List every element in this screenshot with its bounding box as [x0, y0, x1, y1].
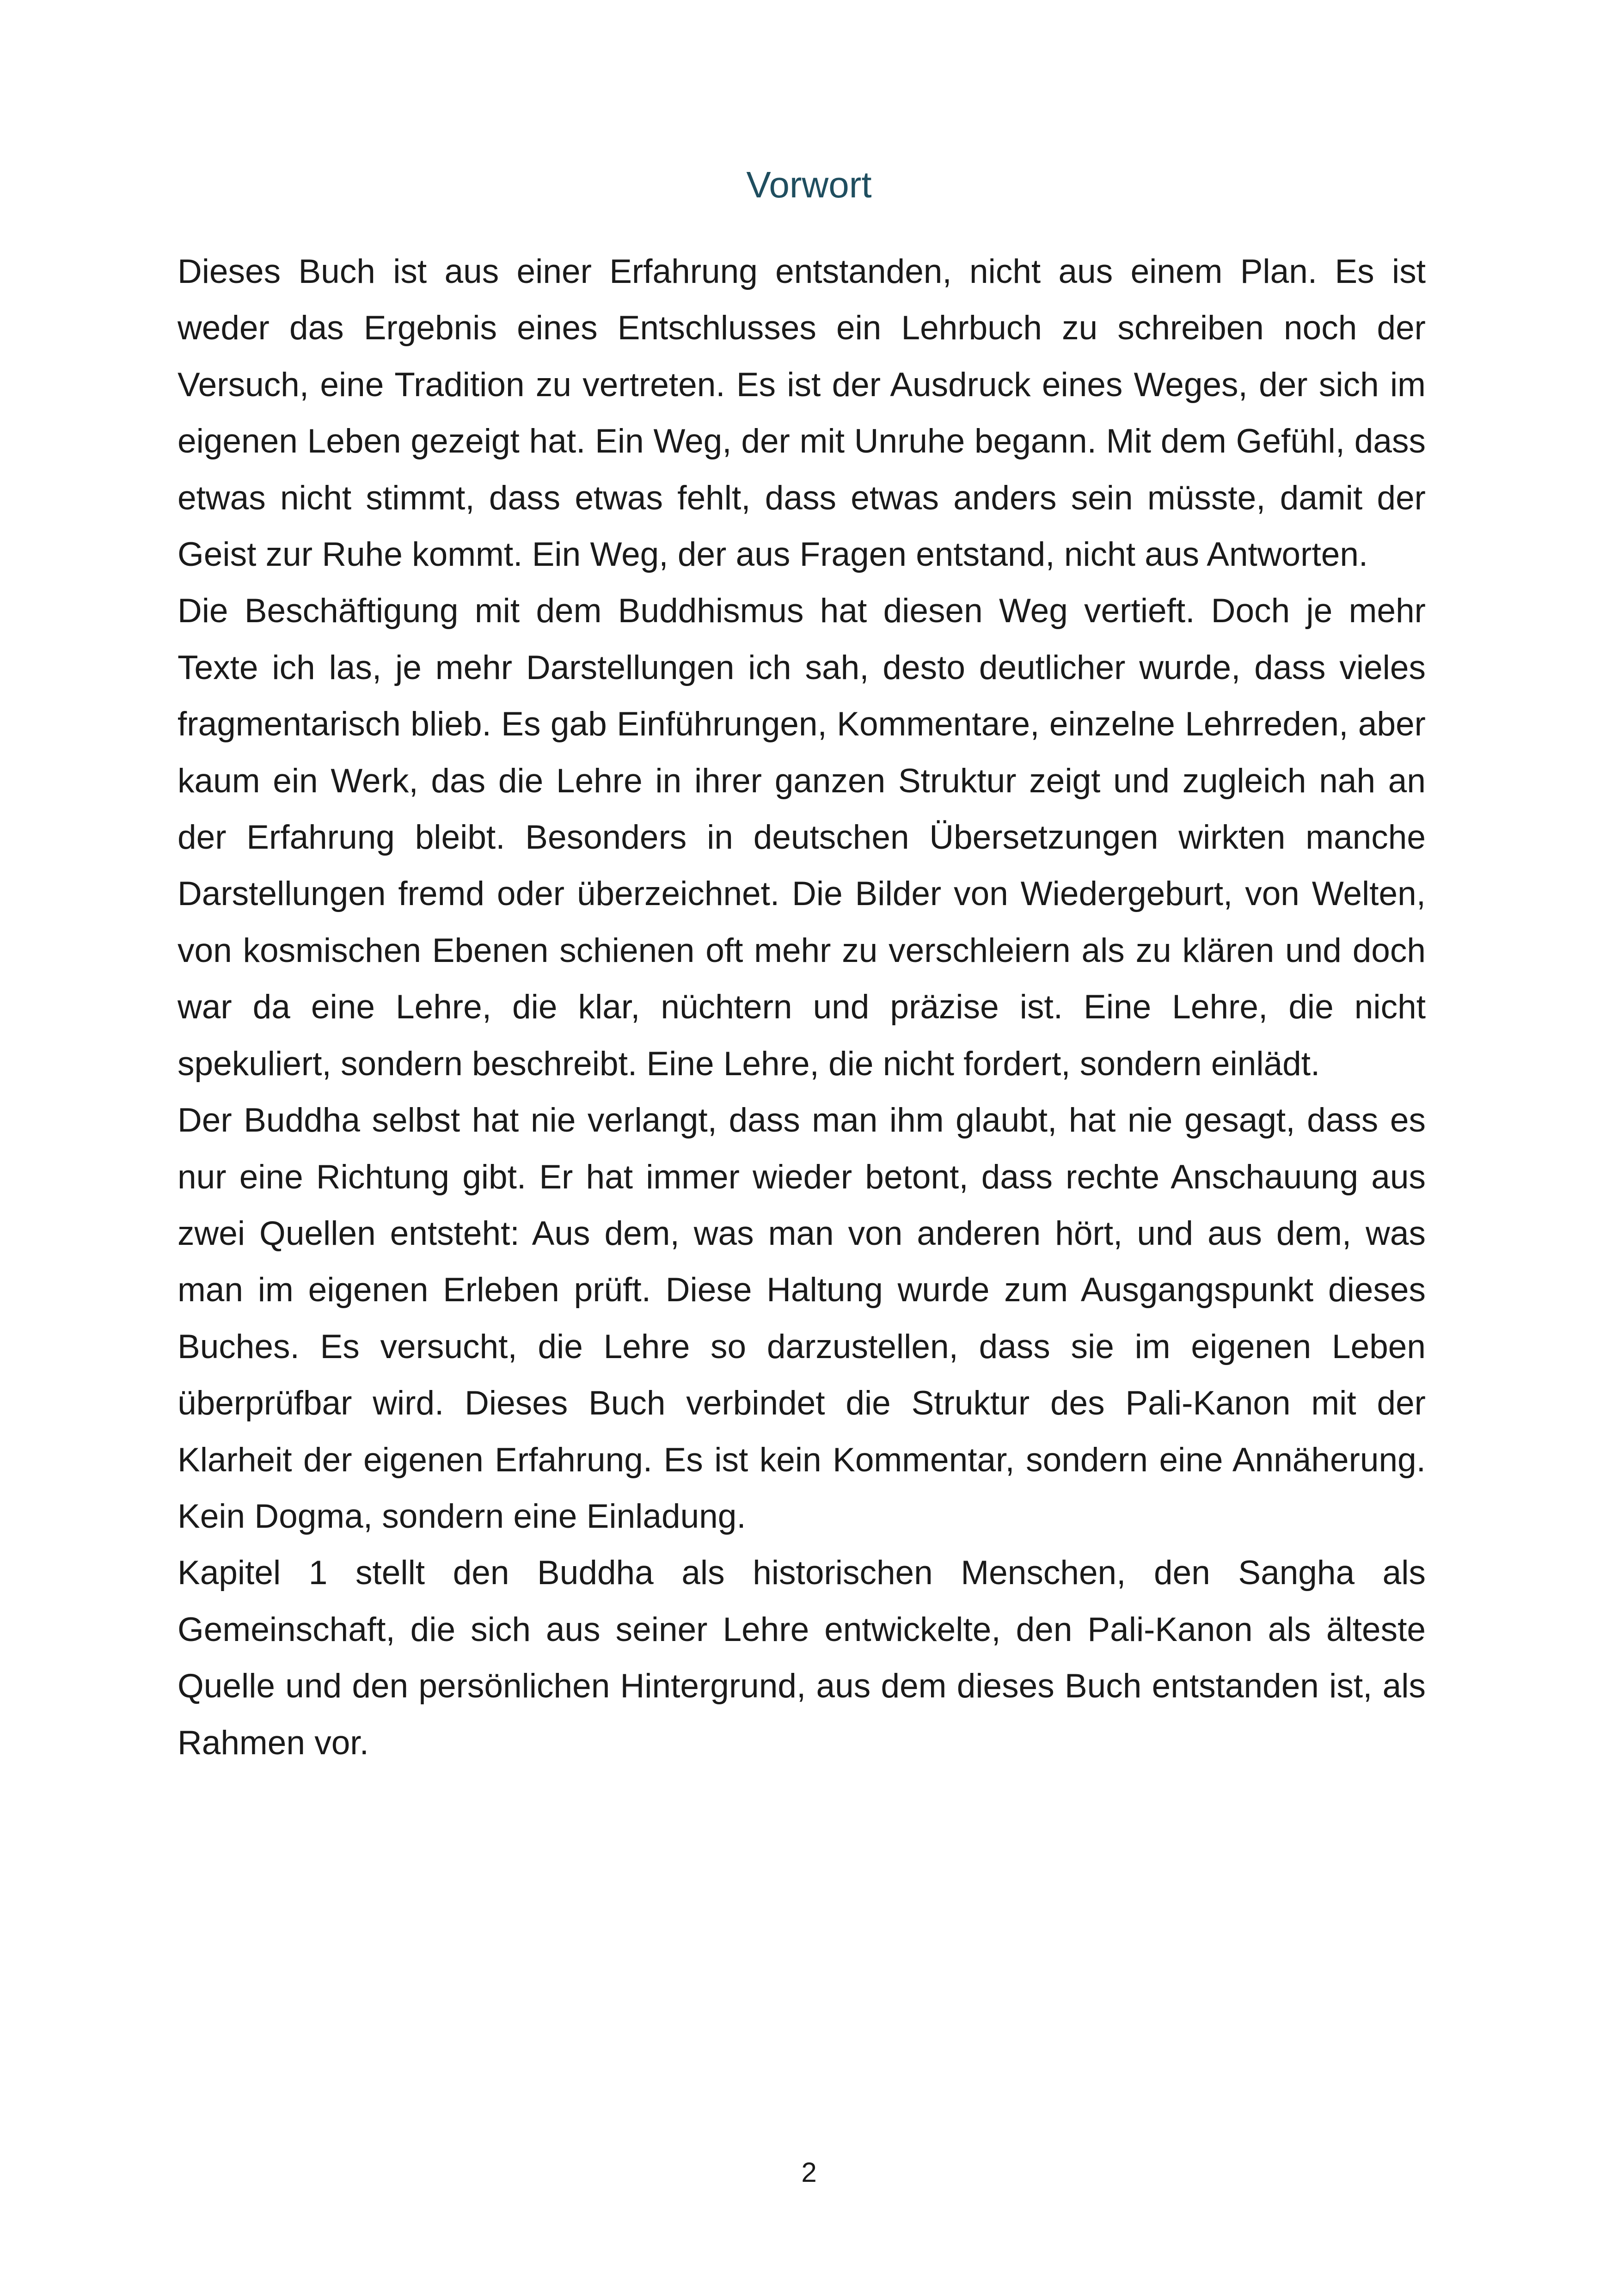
paragraph-buddha: Der Buddha selbst hat nie verlangt, dass man ihm glaubt, hat nie gesagt, dass es nur eine Richtung gibt. Er hat immer wieder betont, dass rechte Anschauung aus zwei Quellen entsteht: Aus dem, was man von anderen hört, und aus dem, was man im eigenen Erleben prüft. Diese Haltung wurde zum Ausgangspunkt dieses Buches. Es versucht, die Lehre so darzustellen, dass sie im eigenen Leben überprüfbar wird. Dieses Buch verbindet die Struktur des Pali-Kanon mit der Klarheit der eigenen Erfahrung. Es ist kein Kommentar, sondern eine Annäherung. Kein Dogma, sondern eine Einladung. — [178, 1102, 1426, 1535]
page-title: Vorwort — [746, 164, 872, 205]
paragraph-intro: Dieses Buch ist aus einer Erfahrung entstanden, nicht aus einem Plan. Es ist weder das Ergebnis eines Entschlusses ein Lehrbuch zu schreiben noch der Versuch, eine Tradition zu vertreten. Es ist der Ausdruck eines Weges, der sich im eigenen Leben gezeigt hat. Ein Weg, der mit Unruhe begann. Mit dem Gefühl, dass etwas nicht stimmt, dass etwas fehlt, dass etwas anders sein müsste, damit der Geist zur Ruhe kommt. Ein Weg, der aus Fragen entstand, nicht aus Antworten. — [178, 253, 1426, 574]
page-number: 2 — [801, 2157, 817, 2188]
body-text — [178, 244, 1426, 1771]
paragraph-buddhism: Die Beschäftigung mit dem Buddhismus hat diesen Weg vertieft. Doch je mehr Texte ich las, je mehr Darstellungen ich sah, desto deutlicher wurde, dass vieles fragmentarisch blieb. Es gab Einführungen, Kommentare, einzelne Lehrreden, aber kaum ein Werk, das die Lehre in ihrer ganzen Struktur zeigt und zugleich nah an der Erfahrung bleibt. Besonders in deutschen Übersetzungen wirkten manche Darstellungen fremd oder überzeichnet. Die Bilder von Wiedergeburt, von Welten, von kosmischen Ebenen schienen oft mehr zu verschleiern als zu klären und doch war da eine Lehre, die klar, nüchtern und präzise ist. Eine Lehre, die nicht spekuliert, sondern beschreibt. Eine Lehre, die nicht fordert, sondern einlädt. — [178, 592, 1426, 1083]
paragraph-chapter-overview: Kapitel 1 stellt den Buddha als historischen Menschen, den Sangha als Gemeinschaft, die sich aus seiner Lehre entwickelte, den Pali-Kanon als älteste Quelle und den persönlichen Hintergrund, aus dem dieses Buch entstanden ist, als Rahmen vor. — [178, 1554, 1426, 1762]
